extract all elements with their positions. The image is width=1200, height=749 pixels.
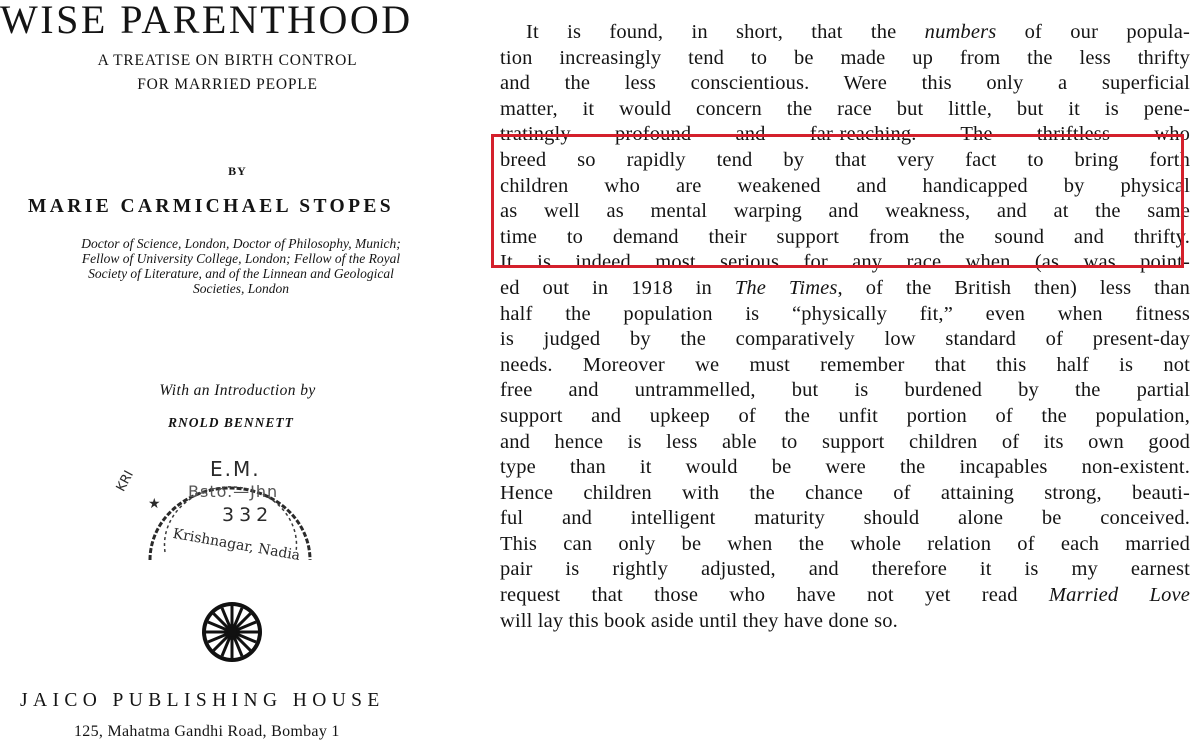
text-line: and the less conscientious. Were this only a superficial	[500, 72, 1190, 95]
emphasis-text: numbers	[924, 21, 997, 43]
highlight-box	[491, 134, 1184, 268]
emphasis-text: Married Love	[1048, 584, 1190, 607]
credentials-line: Fellow of University College, London; Fellow of the Royal	[81, 251, 401, 266]
text-line: will lay this book aside until they have done so.	[500, 609, 898, 632]
text-line: breed so rapidly tend by that very fact to bring forth	[500, 148, 1190, 171]
text-line: support and upkeep of the unfit portion of the population,	[500, 404, 1190, 427]
title-page	[0, 0, 480, 749]
text-line: needs. Moreover we must remember that this half is not	[500, 353, 1190, 376]
author-credentials	[10, 236, 472, 296]
text-page	[500, 20, 1190, 634]
text-line: pair is rightly adjusted, and therefore it is my earnest	[500, 558, 1190, 581]
text-line: is judged by the comparatively low standard of present-day	[500, 328, 1190, 351]
stamp-line-3: 332	[222, 504, 274, 526]
text-line: Hence children with the chance of attaining strong, beauti-	[500, 481, 1190, 504]
book-title: WISE PARENTHOOD	[0, 0, 413, 42]
text-line: and hence is less able to support children of its own good	[500, 430, 1190, 453]
stamp-line-2: Bsto.—Jhn	[188, 482, 279, 501]
svg-text:KRI: KRI	[113, 468, 138, 495]
text-line: free and untrammelled, but is burdened by the partial	[500, 379, 1190, 402]
publisher-address: 125, Mahatma Gandhi Road, Bombay 1	[74, 723, 340, 740]
by-label: BY	[228, 164, 247, 178]
svg-text:★: ★	[148, 496, 161, 512]
emphasis-text: The Times	[734, 276, 838, 299]
subtitle-line-2: FOR MARRIED PEOPLE	[137, 76, 318, 93]
text-line: half the population is “physically fit,” even when fitness	[500, 302, 1190, 325]
publisher-name: JAICO PUBLISHING HOUSE	[20, 690, 385, 711]
text-line: tion increasingly tend to be made up from the less thrifty	[500, 46, 1190, 69]
text-line: tratingly profound and far-reaching. The thriftless who	[500, 123, 1190, 146]
credentials-line: Society of Literature, and of the Linnean and Geological	[88, 266, 394, 281]
text-line: ed out in 1918 in The Times, of the British then) less than	[500, 276, 1190, 299]
text-line: This can only be when the whole relation of each married	[500, 532, 1190, 555]
library-stamp	[110, 410, 350, 580]
text-line: time to demand their support from the sound and thrifty.	[500, 225, 1190, 248]
publisher-wheel-logo	[200, 600, 264, 664]
introduction-author: RNOLD BENNETT	[168, 415, 294, 430]
text-line: as well as mental warping and weakness, and at the same	[500, 200, 1190, 223]
text-line: It is found, in short, that the numbers of our popula-	[526, 21, 1190, 43]
credentials-line: Societies, London	[193, 281, 289, 296]
credentials-line: Doctor of Science, London, Doctor of Philosophy, Munich;	[81, 236, 401, 251]
text-line: It is indeed most serious for any race when (as was point-	[500, 251, 1190, 274]
text-line: type than it would be were the incapables non-existent.	[500, 456, 1190, 479]
introduction-label: With an Introduction by	[159, 382, 316, 399]
stamp-arc-bottom: Krishnagar, Nadia	[171, 525, 302, 565]
text-line: children who are weakened and handicapped by physical	[500, 174, 1190, 197]
text-line: request that those who have not yet read Married Love	[500, 584, 1190, 607]
text-line: matter, it would concern the race but little, but it is pene-	[500, 97, 1190, 120]
author-name: MARIE CARMICHAEL STOPES	[28, 196, 395, 217]
text-line: ful and intelligent maturity should alone be conceived.	[500, 507, 1190, 530]
subtitle-line-1: A TREATISE ON BIRTH CONTROL	[97, 52, 358, 69]
stamp-line-1: E.M.	[210, 457, 261, 481]
